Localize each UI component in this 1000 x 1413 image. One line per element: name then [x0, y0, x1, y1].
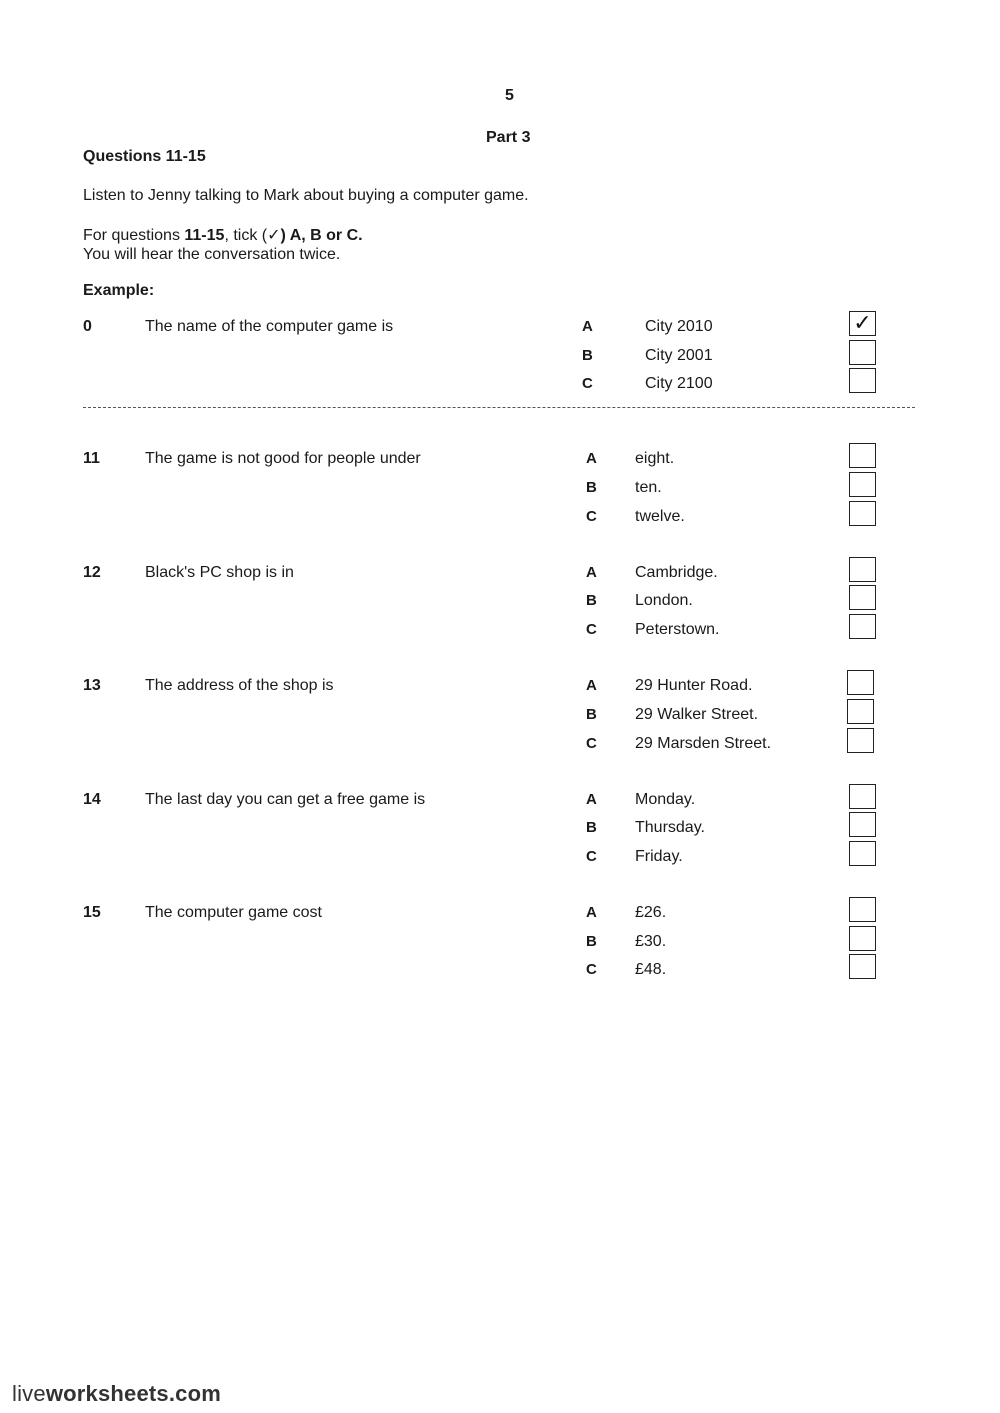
answer-checkbox[interactable]: [849, 784, 876, 809]
instruction-choices: ) A, B or C.: [280, 227, 363, 244]
question-number: 0: [83, 318, 92, 335]
option-text: Peterstown.: [635, 621, 720, 638]
option-text: London.: [635, 592, 693, 609]
option-letter: B: [586, 819, 597, 836]
option-row: [0, 375, 1000, 403]
option-text: Friday.: [635, 848, 683, 865]
option-text: Thursday.: [635, 819, 705, 836]
option-letter: C: [586, 621, 597, 638]
answer-checkbox[interactable]: [849, 557, 876, 582]
instruction-mid: , tick (: [224, 227, 268, 244]
question-12: [0, 564, 1000, 664]
question-stem: The last day you can get a free game is: [145, 791, 426, 808]
answer-checkbox[interactable]: [849, 614, 876, 639]
option-letter: A: [586, 904, 597, 921]
page-number: 5: [505, 87, 514, 104]
example-question: [0, 310, 1000, 418]
option-text: City 2100: [645, 375, 713, 392]
question-14: [0, 791, 1000, 891]
option-text: 29 Walker Street.: [635, 706, 759, 723]
answer-checkbox[interactable]: [849, 501, 876, 526]
question-number: 14: [83, 791, 101, 808]
option-letter: C: [586, 508, 597, 525]
example-label: Example:: [83, 282, 155, 299]
option-letter: B: [586, 933, 597, 950]
answer-checkbox[interactable]: [849, 841, 876, 866]
option-text: City 2010: [645, 318, 713, 335]
intro-text: Listen to Jenny talking to Mark about buying a computer game.: [83, 187, 529, 204]
option-row: [0, 848, 1000, 876]
question-number: 11: [83, 450, 100, 467]
option-text: £26.: [635, 904, 667, 921]
option-text: £30.: [635, 933, 667, 950]
option-letter: C: [586, 961, 597, 978]
option-text: twelve.: [635, 508, 685, 525]
checkmark-icon: ✓: [853, 310, 872, 336]
answer-checkbox[interactable]: [849, 368, 876, 393]
option-letter: C: [582, 375, 593, 392]
question-11: [0, 450, 1000, 550]
brand-light: live: [12, 1381, 46, 1406]
question-number: 12: [83, 564, 101, 581]
question-number: 15: [83, 904, 101, 921]
instructions: [83, 225, 363, 264]
option-text: 29 Marsden Street.: [635, 735, 772, 752]
answer-checkbox[interactable]: [849, 926, 876, 951]
part-title: Part 3: [486, 129, 531, 146]
instruction-prefix: For questions: [83, 227, 185, 244]
option-text: eight.: [635, 450, 675, 467]
question-stem: The game is not good for people under: [145, 450, 421, 467]
option-letter: B: [586, 592, 597, 609]
option-text: 29 Hunter Road.: [635, 677, 753, 694]
option-text: Cambridge.: [635, 564, 718, 581]
answer-checkbox[interactable]: [847, 670, 874, 695]
option-text: Monday.: [635, 791, 696, 808]
option-letter: B: [586, 479, 597, 496]
answer-checkbox[interactable]: [849, 897, 876, 922]
question-15: [0, 904, 1000, 1004]
instruction-range: 11-15: [184, 227, 225, 244]
brand-bold: worksheets.com: [45, 1381, 222, 1406]
answer-checkbox[interactable]: [849, 443, 876, 468]
section-divider: [83, 407, 915, 408]
answer-checkbox[interactable]: [849, 340, 876, 365]
answer-checkbox[interactable]: [847, 728, 874, 753]
option-letter: C: [586, 735, 597, 752]
answer-checkbox[interactable]: [849, 585, 876, 610]
option-letter: A: [586, 791, 597, 808]
option-text: City 2001: [645, 347, 713, 364]
option-letter: B: [586, 706, 597, 723]
option-letter: A: [586, 564, 597, 581]
questions-heading: Questions 11-15: [83, 148, 206, 165]
tick-icon: ✓: [267, 225, 281, 244]
instruction-line2: You will hear the conversation twice.: [83, 246, 341, 263]
option-row: [0, 508, 1000, 536]
question-13: [0, 677, 1000, 777]
option-letter: C: [586, 848, 597, 865]
option-letter: A: [586, 677, 597, 694]
option-row: [0, 735, 1000, 763]
question-stem: The address of the shop is: [145, 677, 334, 694]
answer-checkbox[interactable]: [847, 699, 874, 724]
option-row: [0, 621, 1000, 649]
question-stem: The computer game cost: [145, 904, 322, 921]
answer-checkbox[interactable]: [849, 812, 876, 837]
option-letter: A: [586, 450, 597, 467]
option-letter: A: [582, 318, 593, 335]
answer-checkbox[interactable]: [849, 311, 876, 336]
question-stem: Black's PC shop is in: [145, 564, 294, 581]
answer-checkbox[interactable]: [849, 472, 876, 497]
option-row: [0, 961, 1000, 989]
option-letter: B: [582, 347, 593, 364]
question-number: 13: [83, 677, 101, 694]
option-text: ten.: [635, 479, 662, 496]
answer-checkbox[interactable]: [849, 954, 876, 979]
brand-logo: [12, 1381, 221, 1407]
question-stem: The name of the computer game is: [145, 318, 394, 335]
option-text: £48.: [635, 961, 667, 978]
